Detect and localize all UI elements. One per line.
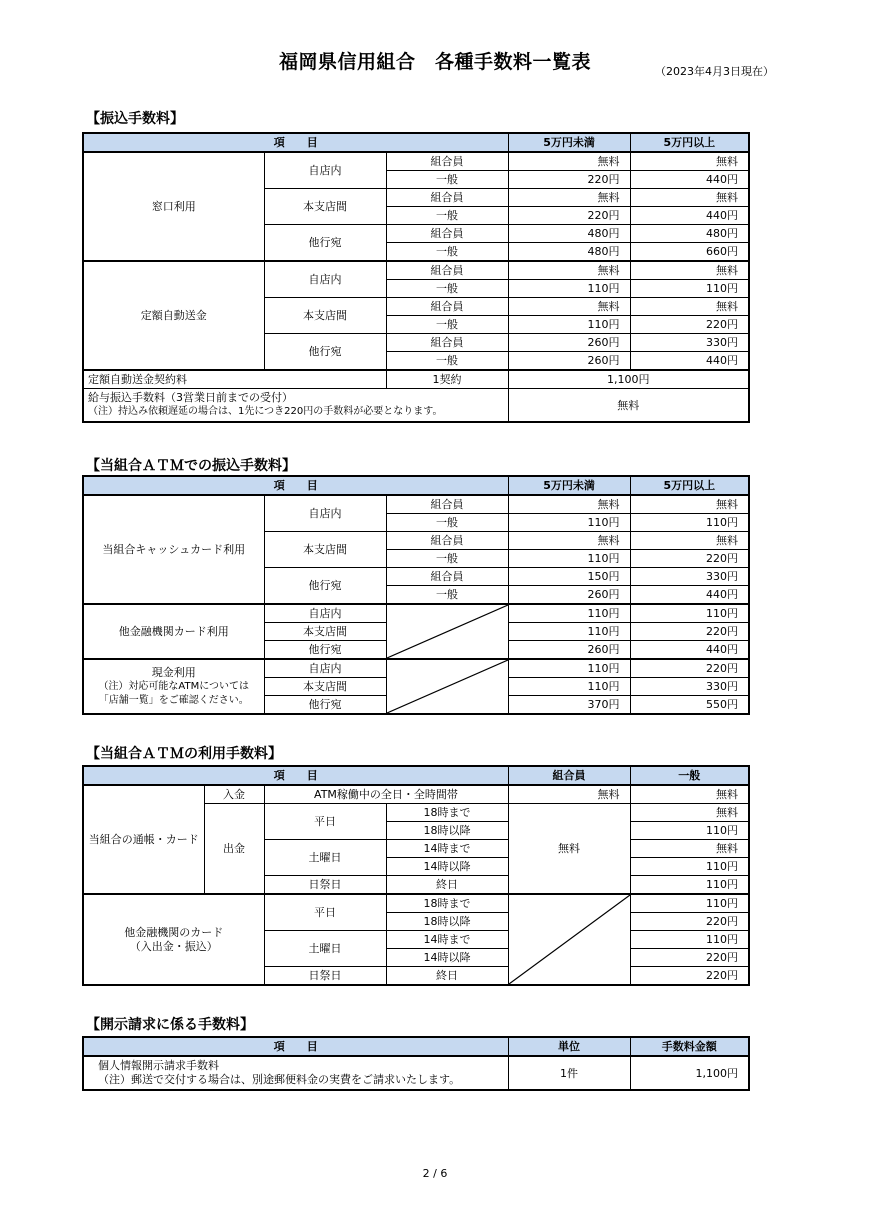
fee-cell: 110円 xyxy=(630,604,749,623)
table-header xyxy=(83,133,749,152)
withdraw-label: 出金 xyxy=(204,804,264,895)
salary-transfer-fee: 無料 xyxy=(508,389,749,423)
general-label: 一般 xyxy=(386,352,508,371)
section-heading-disclosure: 【開示請求に係る手数料】 xyxy=(86,1017,254,1033)
table-row xyxy=(83,894,749,913)
fee-cell: 260円 xyxy=(508,334,630,352)
time-label: 18時以降 xyxy=(386,822,508,840)
page-number: 2 / 6 xyxy=(422,1167,448,1180)
member-label: 組合員 xyxy=(386,261,508,280)
fee-cell: 110円 xyxy=(508,280,630,298)
transfer-fee-table xyxy=(82,132,750,423)
header-unit: 単位 xyxy=(508,1037,630,1056)
fee-cell: 無料 xyxy=(630,840,749,858)
time-label: 14時まで xyxy=(386,931,508,949)
table-row xyxy=(83,495,749,514)
sub-label: 自店内 xyxy=(264,495,386,532)
deposit-time: ATM稼働中の全日・全時間帯 xyxy=(264,785,508,804)
fee-cell: 無料 xyxy=(630,261,749,280)
time-label: 14時まで xyxy=(386,840,508,858)
fee-cell: 無料 xyxy=(630,804,749,822)
group-label-other-card: 他金融機関カード利用 xyxy=(83,604,264,659)
header-item: 項 目 xyxy=(83,133,508,152)
sub-label: 自店内 xyxy=(264,604,386,623)
fee-cell: 無料 xyxy=(630,152,749,171)
salary-transfer-cell xyxy=(83,389,508,423)
group-label-auto-transfer: 定額自動送金 xyxy=(83,261,264,370)
deposit-label: 入金 xyxy=(204,785,264,804)
fee-cell: 330円 xyxy=(630,334,749,352)
table-row xyxy=(83,152,749,171)
member-label: 組合員 xyxy=(386,225,508,243)
sub-label: 他行宛 xyxy=(264,641,386,660)
fee-cell: 440円 xyxy=(630,586,749,605)
diagonal-line xyxy=(509,895,630,984)
table-row xyxy=(83,604,749,623)
fee-cell: 110円 xyxy=(630,894,749,913)
contract-fee: 1,100円 xyxy=(508,370,749,389)
salary-transfer-note: （注）持込み依頼遅延の場合は、1先につき220円の手数料が必要となります。 xyxy=(88,406,443,417)
cash-note-1: （注）対応可能なATMについては xyxy=(98,680,250,692)
fee-cell: 330円 xyxy=(630,568,749,586)
disclosure-fee-table xyxy=(82,1036,750,1091)
fee-cell: 無料 xyxy=(630,532,749,550)
fee-cell: 440円 xyxy=(630,641,749,660)
time-label: 14時以降 xyxy=(386,858,508,876)
fee-cell: 110円 xyxy=(508,678,630,696)
fee-cell: 480円 xyxy=(508,225,630,243)
general-label: 一般 xyxy=(386,550,508,568)
table-row xyxy=(83,659,749,678)
sub-label: 他行宛 xyxy=(264,568,386,605)
table-row xyxy=(83,261,749,280)
disclosure-item-cell xyxy=(83,1056,508,1090)
fee-cell: 110円 xyxy=(630,858,749,876)
table-header xyxy=(83,476,749,495)
time-label: 18時以降 xyxy=(386,913,508,931)
time-label: 18時まで xyxy=(386,804,508,822)
general-label: 一般 xyxy=(386,280,508,298)
fee-cell: 110円 xyxy=(630,514,749,532)
sub-label: 本支店間 xyxy=(264,298,386,334)
sub-label: 本支店間 xyxy=(264,189,386,225)
day-label: 日祭日 xyxy=(264,967,386,986)
fee-cell: 無料 xyxy=(630,785,749,804)
fee-cell: 260円 xyxy=(508,641,630,660)
fee-cell: 480円 xyxy=(508,243,630,262)
withdraw-member-fee: 無料 xyxy=(508,804,630,895)
header-under-50k: 5万円未満 xyxy=(508,476,630,495)
general-label: 一般 xyxy=(386,243,508,262)
fee-cell: 260円 xyxy=(508,352,630,371)
day-label: 土曜日 xyxy=(264,840,386,876)
fee-cell: 無料 xyxy=(508,298,630,316)
sub-label: 自店内 xyxy=(264,659,386,678)
sub-label: 他行宛 xyxy=(264,225,386,262)
contract-fee-label: 定額自動送金契約料 xyxy=(83,370,386,389)
member-label: 組合員 xyxy=(386,189,508,207)
header-general: 一般 xyxy=(630,766,749,785)
header-over-50k: 5万円以上 xyxy=(630,133,749,152)
diagonal-empty-cell xyxy=(386,604,508,659)
general-label: 一般 xyxy=(386,171,508,189)
diagonal-line xyxy=(387,605,508,658)
sub-label: 他行宛 xyxy=(264,696,386,715)
sub-label: 本支店間 xyxy=(264,623,386,641)
header-member: 組合員 xyxy=(508,766,630,785)
member-label: 組合員 xyxy=(386,495,508,514)
fee-cell: 550円 xyxy=(630,696,749,715)
diagonal-line xyxy=(387,660,508,713)
member-label: 組合員 xyxy=(386,532,508,550)
cash-label: 現金利用 xyxy=(151,665,196,679)
table-header xyxy=(83,766,749,785)
time-label: 終日 xyxy=(386,876,508,895)
salary-transfer-label: 給与振込手数料（3営業日前までの受付） xyxy=(88,391,293,404)
header-item: 項 目 xyxy=(83,1037,508,1056)
group-label-own-passbook: 当組合の通帳・カード xyxy=(83,785,204,894)
fee-cell: 220円 xyxy=(630,913,749,931)
table-header xyxy=(83,1037,749,1056)
fee-cell: 110円 xyxy=(508,604,630,623)
fee-cell: 440円 xyxy=(630,207,749,225)
fee-cell: 220円 xyxy=(508,207,630,225)
time-label: 14時以降 xyxy=(386,949,508,967)
fee-cell: 220円 xyxy=(630,659,749,678)
fee-cell: 110円 xyxy=(630,931,749,949)
disclosure-note: （注）郵送で交付する場合は、別途郵便料金の実費をご請求いたします。 xyxy=(98,1073,461,1086)
table-row xyxy=(83,370,749,389)
fee-cell: 110円 xyxy=(630,280,749,298)
header-fee: 手数料金額 xyxy=(630,1037,749,1056)
fee-cell: 110円 xyxy=(508,514,630,532)
atm-transfer-fee-table xyxy=(82,475,750,715)
disclosure-unit: 1件 xyxy=(508,1056,630,1090)
fee-cell: 無料 xyxy=(508,261,630,280)
table-row xyxy=(83,1056,749,1090)
as-of-date: （2023年4月3日現在） xyxy=(655,65,774,78)
fee-cell: 無料 xyxy=(508,189,630,207)
other-card-sub: （入出金・振込） xyxy=(129,939,218,953)
fee-cell: 220円 xyxy=(508,171,630,189)
fee-cell: 110円 xyxy=(508,550,630,568)
member-label: 組合員 xyxy=(386,152,508,171)
fee-cell: 110円 xyxy=(508,659,630,678)
general-label: 一般 xyxy=(386,586,508,605)
disclosure-label: 個人情報開示請求手数料 xyxy=(98,1059,219,1072)
table-row xyxy=(83,785,749,804)
member-label: 組合員 xyxy=(386,298,508,316)
day-label: 平日 xyxy=(264,894,386,931)
fee-cell: 無料 xyxy=(630,298,749,316)
fee-cell: 無料 xyxy=(630,495,749,514)
cash-note-2: 「店舗一覧」をご確認ください。 xyxy=(98,694,249,706)
fee-cell: 110円 xyxy=(508,623,630,641)
day-label: 土曜日 xyxy=(264,931,386,967)
member-label: 組合員 xyxy=(386,334,508,352)
day-label: 平日 xyxy=(264,804,386,840)
sub-label: 本支店間 xyxy=(264,532,386,568)
fee-cell: 無料 xyxy=(508,532,630,550)
fee-cell: 220円 xyxy=(630,623,749,641)
sub-label: 他行宛 xyxy=(264,334,386,371)
fee-cell: 110円 xyxy=(630,876,749,895)
sub-label: 自店内 xyxy=(264,261,386,298)
fee-cell: 660円 xyxy=(630,243,749,262)
group-label-own-card: 当組合キャッシュカード利用 xyxy=(83,495,264,604)
fee-cell: 無料 xyxy=(508,152,630,171)
general-label: 一般 xyxy=(386,514,508,532)
table-row xyxy=(83,389,749,423)
general-label: 一般 xyxy=(386,316,508,334)
time-label: 18時まで xyxy=(386,894,508,913)
contract-unit: 1契約 xyxy=(386,370,508,389)
section-heading-transfer: 【振込手数料】 xyxy=(86,111,184,127)
disclosure-fee: 1,100円 xyxy=(630,1056,749,1090)
header-over-50k: 5万円以上 xyxy=(630,476,749,495)
fee-cell: 220円 xyxy=(630,967,749,986)
fee-cell: 480円 xyxy=(630,225,749,243)
member-label: 組合員 xyxy=(386,568,508,586)
sub-label: 自店内 xyxy=(264,152,386,189)
fee-cell: 330円 xyxy=(630,678,749,696)
header-item: 項 目 xyxy=(83,766,508,785)
page-title: 福岡県信用組合 各種手数料一覧表 xyxy=(278,51,591,73)
fee-cell: 110円 xyxy=(508,316,630,334)
sub-label: 本支店間 xyxy=(264,678,386,696)
fee-cell: 220円 xyxy=(630,316,749,334)
fee-cell: 370円 xyxy=(508,696,630,715)
group-label-counter: 窓口利用 xyxy=(83,152,264,261)
fee-cell: 150円 xyxy=(508,568,630,586)
day-label: 日祭日 xyxy=(264,876,386,895)
header-under-50k: 5万円未満 xyxy=(508,133,630,152)
fee-cell: 110円 xyxy=(630,822,749,840)
atm-usage-fee-table xyxy=(82,765,750,986)
time-label: 終日 xyxy=(386,967,508,986)
fee-cell: 無料 xyxy=(508,785,630,804)
diagonal-empty-cell xyxy=(386,659,508,714)
general-label: 一般 xyxy=(386,207,508,225)
fee-cell: 440円 xyxy=(630,352,749,371)
fee-cell: 無料 xyxy=(630,189,749,207)
fee-cell: 220円 xyxy=(630,949,749,967)
group-label-other-card xyxy=(83,894,264,985)
fee-cell: 無料 xyxy=(508,495,630,514)
fee-cell: 260円 xyxy=(508,586,630,605)
group-label-cash xyxy=(83,659,264,714)
other-card-label: 他金融機関のカード xyxy=(124,925,224,939)
header-item: 項 目 xyxy=(83,476,508,495)
fee-cell: 440円 xyxy=(630,171,749,189)
diagonal-empty-cell xyxy=(508,894,630,985)
section-heading-atm-transfer: 【当組合ＡＴＭでの振込手数料】 xyxy=(86,458,296,474)
fee-cell: 220円 xyxy=(630,550,749,568)
section-heading-atm-usage: 【当組合ＡＴＭの利用手数料】 xyxy=(86,746,282,762)
